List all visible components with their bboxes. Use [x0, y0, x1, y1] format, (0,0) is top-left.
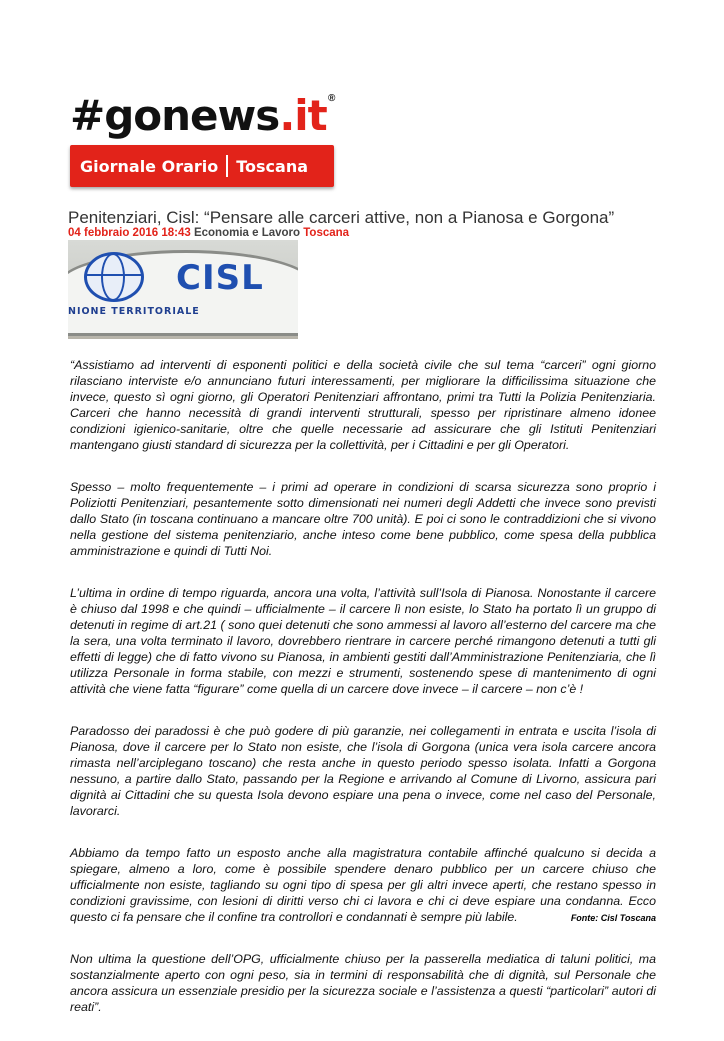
- article-title: Penitenziari, Cisl: “Pensare alle carceri attive, non a Pianosa e Gorgona”: [68, 208, 615, 227]
- gonews-logo[interactable]: [70, 92, 340, 142]
- cisl-sign-text: CISL: [176, 258, 264, 298]
- article-paragraph: Abbiamo da tempo fatto un esposto anche alla magistratura contabile affinché qualcuno si decida a spiegare, almeno a loro, come è possibile spendere denaro pubblico per un carcere chiuso che ufficialmente non esiste, tagliando su ogni tipo di spesa per gli altri invece aperti, che restano spesso in condizioni gravissime, con lesioni di diritti verso chi ci lavora e chi ci deve espiare una condanna. Ecco questo ci fa pensare che il confine tra controllori e condannati è sempre più labile.: [70, 846, 656, 924]
- globe-icon: [84, 252, 144, 302]
- article-paragraph: Spesso – molto frequentemente – i primi ad operare in condizioni di scarsa sicurezza sono proprio i Poliziotti Penitenziari, pesantemente sotto dimensionati nei numeri degli Addetti che invece sono previsti dallo Stato (in toscana continuano a mancare oltre 700 unità). E poi ci sono le contraddizioni che si vivono nella gestione del sistema penitenziario, anche inteso come bene pubblico, come spesa della pubblica amministrazione e quindi di Tutti Noi.: [70, 480, 656, 558]
- article-paragraph: Paradosso dei paradossi è che può godere di più garanzie, nei collegamenti in entrata e uscita l’isola di Pianosa, dove il carcere per lo Stato non esiste, che l’isola di Gorgona (unica vera isola carcere ancora rimasta nell’arciplegano toscano) che resta anche in questo periodo spesso isolata. Infatti a Gorgona nessuno, a partire dallo Stato, passando per la Regione e arrivando al Comune di Livorno, assicura pari dignità ai Cittadini che su questa Isola devono espiare una pena o invece, come nel caso del Personale, lavorarci.: [70, 724, 656, 818]
- registered-mark: ®: [328, 93, 336, 104]
- banner-right-label: Toscana: [236, 156, 309, 176]
- article-body: [70, 357, 656, 1041]
- logo-hash: #: [70, 91, 105, 140]
- article-photo: [68, 240, 298, 339]
- banner-left-label: Giornale Orario: [80, 156, 219, 176]
- section-banner: [70, 145, 334, 187]
- article-paragraph: L’ultima in ordine di tempo riguarda, ancora una volta, l’attività sull’Isola di Pianosa. Nonostante il carcere è chiuso dal 1998 e che quindi – ufficialmente – il carcere lì non esiste, lo Stato ha portato lì un gruppo di detenuti in regime di art.21 ( sono quei detenuti che sono ammessi al lavoro all’esterno del carcere ma che la sera, una volta terminato il lavoro, dovrebbero rientrare in carcere perché rimangono detenuti a tutti gli effetti di legge) che di fatto vivono su Pianosa, in ambienti gestiti dall’Amministrazione Penitenziaria, che lì utilizza Personale in forma stabile, con mezzi e strumenti, sostenendo spese di mantenimento di ogni attività che viene fatta “figurare” come quella di un carcere dove invece – il carcere – non c’è !: [70, 586, 656, 696]
- logo-domain: .it: [279, 91, 327, 140]
- article-meta: [68, 226, 349, 240]
- article-region[interactable]: Toscana: [303, 227, 350, 239]
- article-category[interactable]: Economia e Lavoro: [193, 227, 301, 239]
- article-source: Fonte: Cisl Toscana: [570, 913, 656, 923]
- article-paragraph: Non ultima la questione dell’OPG, ufficialmente chiuso per la passerella mediatica di taluni politici, ma sostanzialmente aperto con ogni peso, sia in termini di responsabilità che di dignità, sul Personale che ancora assicura un essenziale presidio per la sicurezza sociale e l’assistenza a questi “particolari” autori di reati”.: [70, 952, 656, 1014]
- banner-divider: [226, 155, 228, 177]
- logo-name: gonews: [104, 91, 280, 140]
- article-date: 04 febbraio 2016 18:43: [68, 227, 191, 239]
- article-paragraph: “Assistiamo ad interventi di esponenti politici e della società civile che sul tema “carceri” ogni giorno rilasciano interviste e/o annunciano futuri interessamenti, per migliorare la difficilissima situazione che invece, questo sì ogni giorno, gli Operatori Penitenziari affrontano, primi tra Tutti la Polizia Penitenziaria. Carceri che hanno necessità di grandi interventi strutturali, spesso per ripristinare almeno idonee condizioni igienico-sanitarie, oltre che quelle necessarie ad assicurare che gli Istituti Penitenziari mantengano giusti standard di sicurezza per la collettività, per i Cittadini e per gli Operatori.: [70, 358, 656, 452]
- logo-wordmark: [70, 92, 327, 140]
- cisl-sign-subtext: NIONE TERRITORIALE: [68, 306, 200, 317]
